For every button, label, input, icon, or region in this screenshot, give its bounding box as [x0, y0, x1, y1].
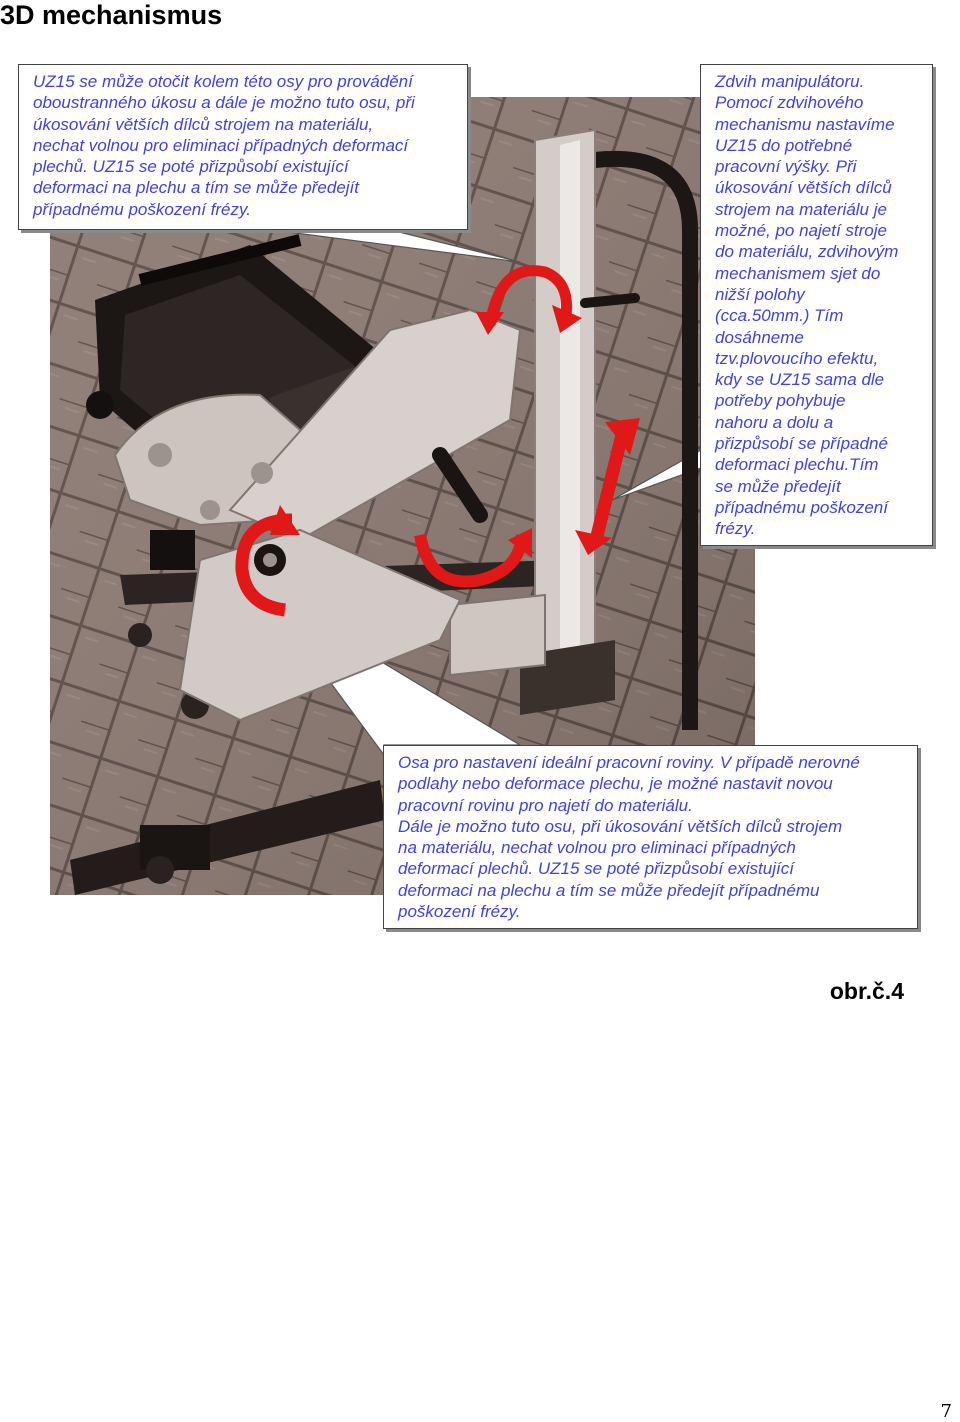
page-title: 3D mechanismus	[0, 0, 223, 30]
page-number: 7	[940, 1401, 952, 1422]
callout-rotation-axis: UZ15 se může otočit kolem této osy pro provádění oboustranného úkosu a dále je možno tuto osu, při úkosování větších dílců strojem na materiálu, nechat volnou pro eliminaci případných deformací plechů. UZ15 se poté přizpůsobí existující deformaci na plechu a tím se může předejít případnému poškození frézy.	[18, 64, 468, 230]
callout-manipulator-lift: Zdvih manipulátoru. Pomocí zdvihového mechanismu nastavíme UZ15 do potřebné pracovní výšky. Při úkosování větších dílců strojem na materiálu je možné, po najetí stroje do materiálu, zdvihovým mechanismem sjet do nižší polohy (cca.50mm.) Tím dosáhneme tzv.plovoucího efektu, kdy se UZ15 sama dle potřeby pohybuje nahoru a dolu a přizpůsobí se případné deformaci plechu.Tím se může předejít případnému poškození frézy.	[700, 64, 933, 546]
callout-working-plane-axis: Osa pro nastavení ideální pracovní roviny. V případě nerovné podlahy nebo deformace plechu, je možné nastavit novou pracovní rovinu pro najetí do materiálu. Dále je možno tuto osu, při úkosování větších dílců strojem na materiálu, nechat volnou pro eliminaci případných deformací plechů. UZ15 se poté přizpůsobí existující deformaci na plechu a tím se může předejít případnému poškození frézy.	[383, 745, 918, 929]
figure-label: obr.č.4	[829, 978, 904, 1004]
